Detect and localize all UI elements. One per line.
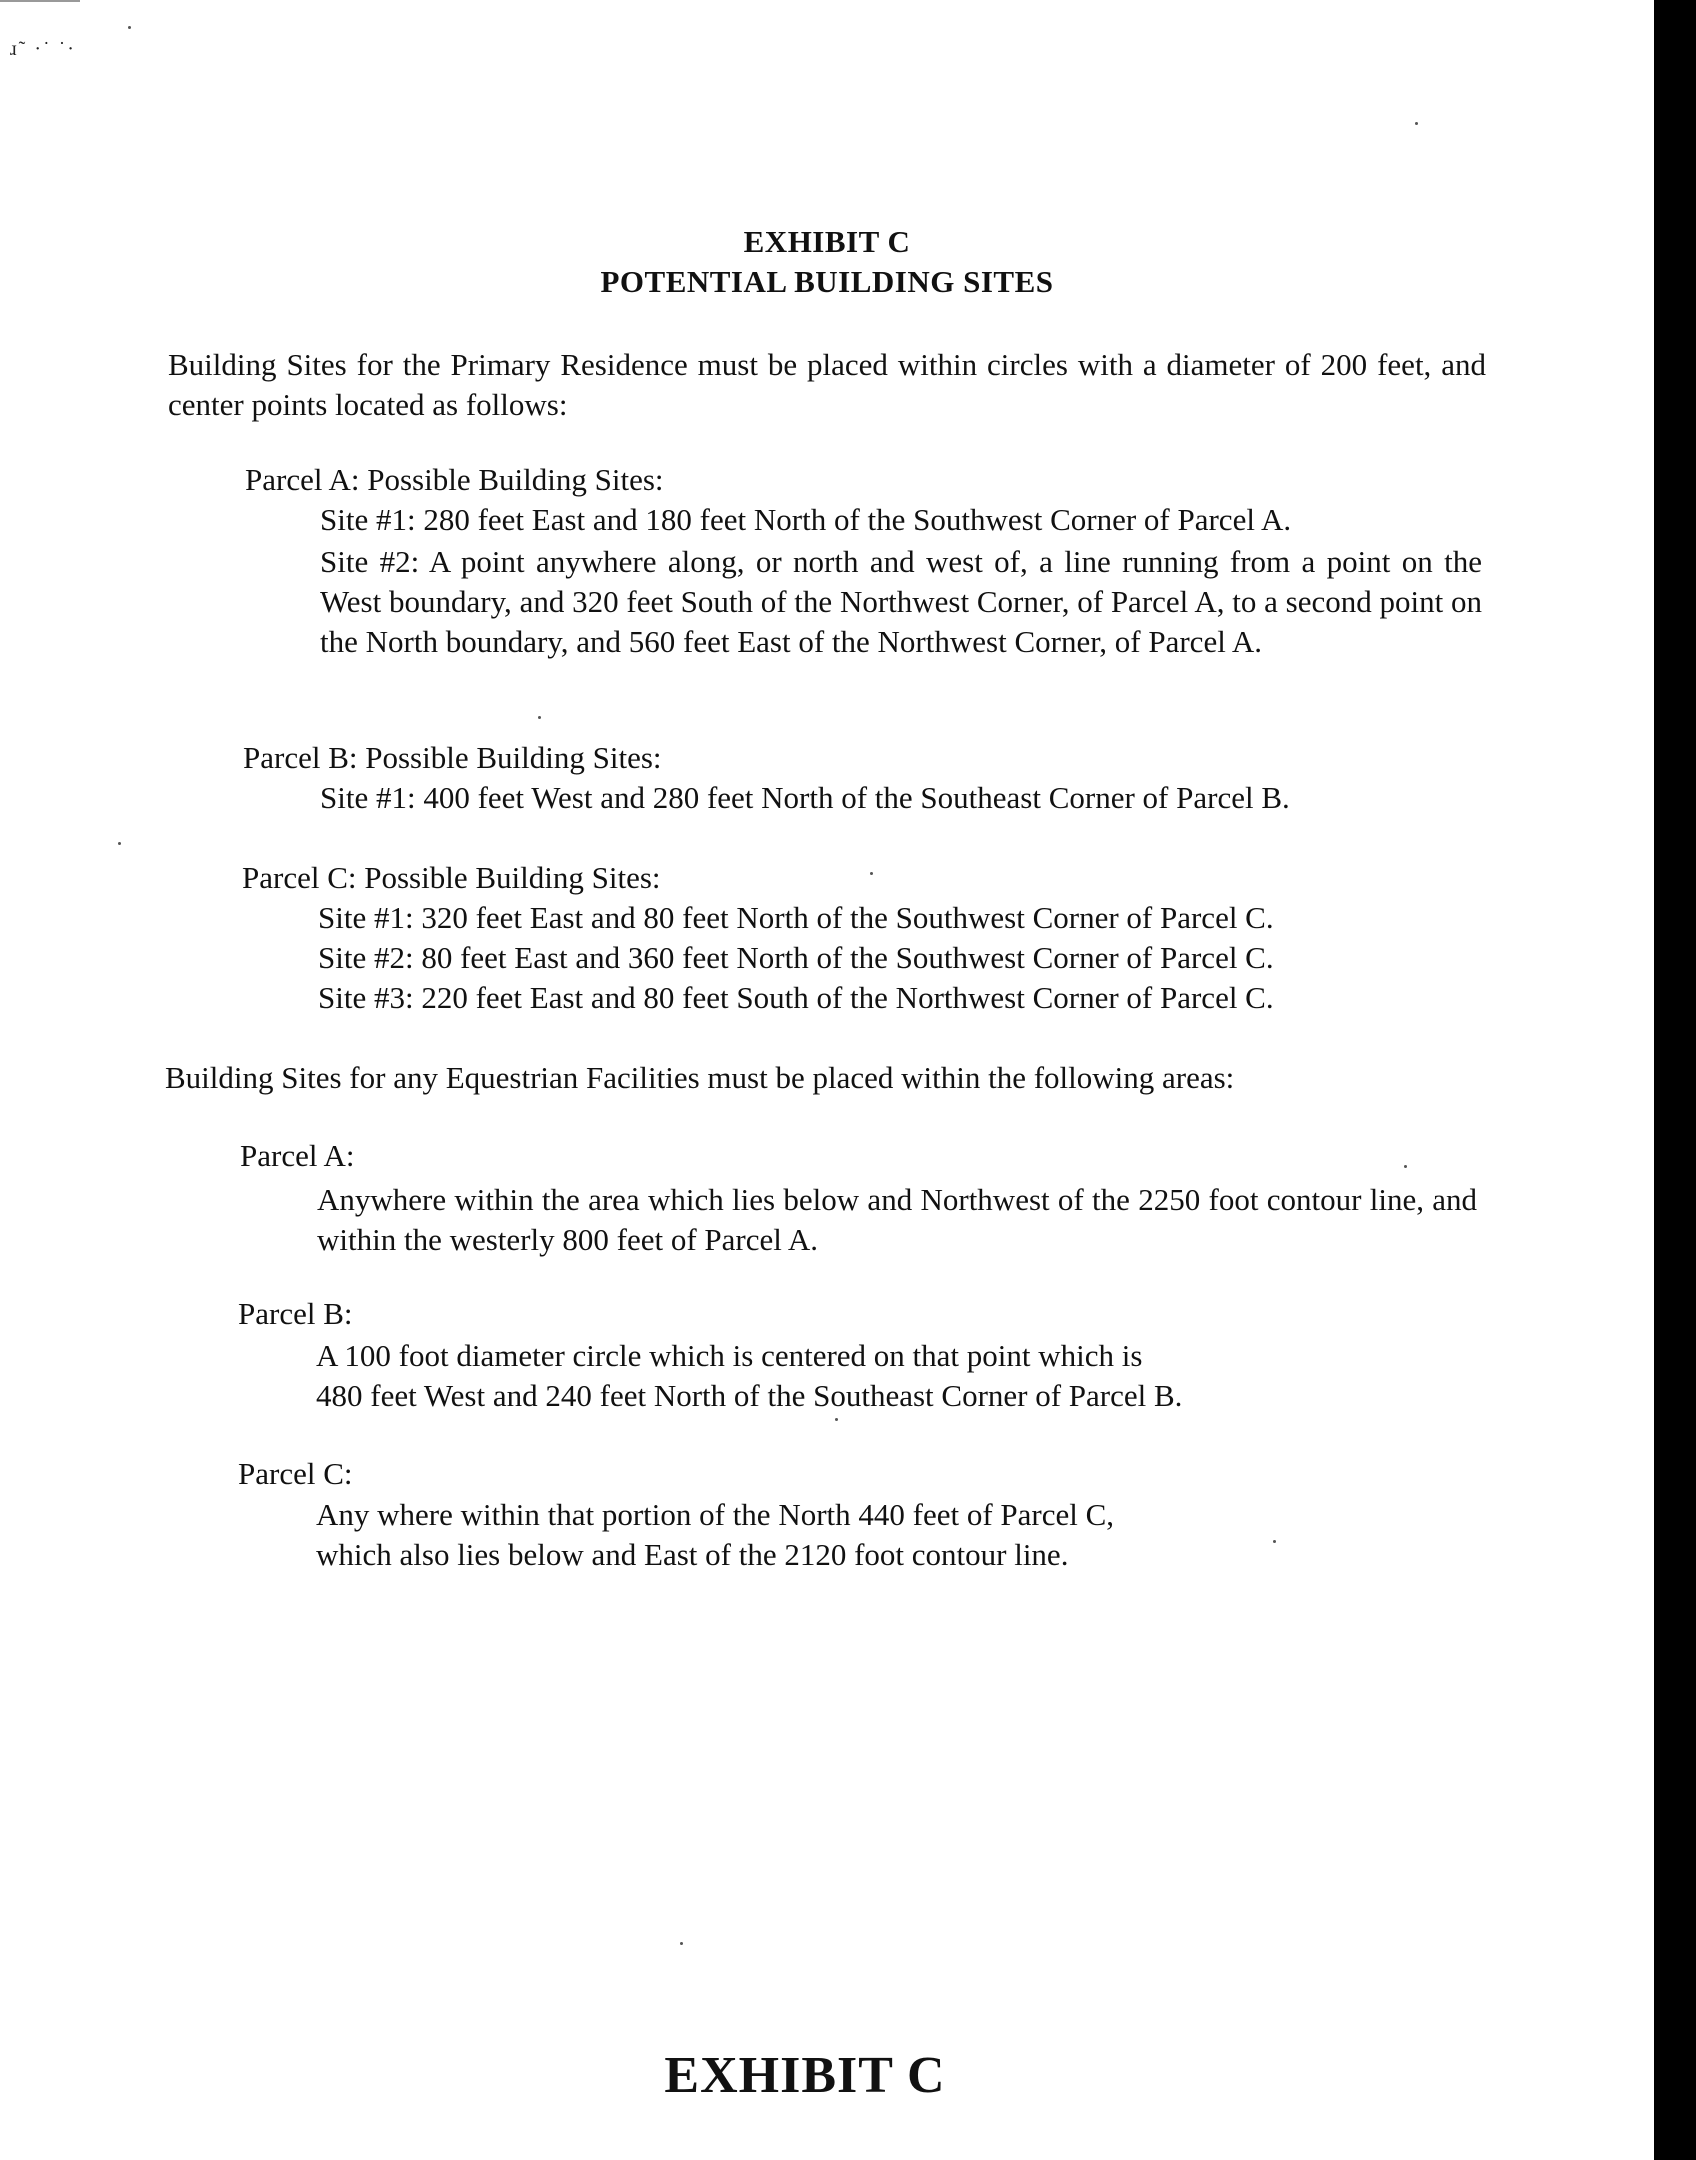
scan-speck: [538, 716, 541, 719]
scan-speck: [1273, 1540, 1276, 1543]
scan-edge-mark: [0, 0, 80, 2]
equestrian-parcel-b-line2: 480 feet West and 240 feet North of the Southeast Corner of Parcel B.: [316, 1378, 1183, 1413]
primary-parcel-a-heading: Parcel A: Possible Building Sites:: [245, 462, 664, 497]
primary-parcel-a-site2: Site #2: A point anywhere along, or north and west of, a line running from a point on the West boundary, and 320 feet South of the Northwest Corner, of Parcel A, to a second point on the North boundary, and 560 feet East of the Northwest Corner, of Parcel A.: [320, 544, 1482, 659]
primary-parcel-c-site2: Site #2: 80 feet East and 360 feet North of the Southwest Corner of Parcel C.: [318, 940, 1274, 975]
primary-parcel-a-site1: Site #1: 280 feet East and 180 feet North of the Southwest Corner of Parcel A.: [320, 502, 1292, 537]
scan-border: [1654, 0, 1696, 2160]
exhibit-title: EXHIBIT C: [743, 224, 911, 259]
scan-artifact: ɹ˜ ·˙ ˙·: [10, 38, 76, 60]
equestrian-parcel-b-line1: A 100 foot diameter circle which is centered on that point which is: [316, 1338, 1143, 1373]
primary-parcel-c-site1: Site #1: 320 feet East and 80 feet North of the Southwest Corner of Parcel C.: [318, 900, 1274, 935]
primary-parcel-b-site1: Site #1: 400 feet West and 280 feet North of the Southeast Corner of Parcel B.: [320, 780, 1290, 815]
scan-speck: [835, 1418, 838, 1421]
primary-parcel-b-heading: Parcel B: Possible Building Sites:: [243, 740, 662, 775]
equestrian-parcel-c-line2: which also lies below and East of the 2120 foot contour line.: [316, 1537, 1069, 1572]
footer-exhibit-label: EXHIBIT C: [664, 2047, 946, 2104]
equestrian-parcel-c-line1: Any where within that portion of the North 440 feet of Parcel C,: [316, 1497, 1115, 1532]
scan-speck: [870, 872, 873, 875]
scan-speck: [118, 842, 121, 845]
equestrian-parcel-c-heading: Parcel C:: [238, 1456, 353, 1491]
primary-residence-intro: Building Sites for the Primary Residence must be placed within circles with a diameter of 200 feet, and center points located as follows:: [168, 347, 1486, 422]
scan-speck: [1415, 122, 1418, 125]
scan-speck: [1404, 1165, 1407, 1168]
equestrian-parcel-b-heading: Parcel B:: [238, 1296, 353, 1331]
primary-parcel-c-site3: Site #3: 220 feet East and 80 feet South of the Northwest Corner of Parcel C.: [318, 980, 1274, 1015]
exhibit-subtitle: POTENTIAL BUILDING SITES: [600, 264, 1054, 299]
primary-parcel-c-heading: Parcel C: Possible Building Sites:: [242, 860, 661, 895]
equestrian-parcel-a-text: Anywhere within the area which lies below and Northwest of the 2250 foot contour line, and within the westerly 800 feet of Parcel A.: [317, 1182, 1477, 1257]
equestrian-intro: Building Sites for any Equestrian Facilities must be placed within the following areas:: [165, 1060, 1235, 1095]
scan-speck: [680, 1942, 683, 1945]
scan-speck: [128, 26, 131, 29]
equestrian-parcel-a-heading: Parcel A:: [240, 1138, 355, 1173]
